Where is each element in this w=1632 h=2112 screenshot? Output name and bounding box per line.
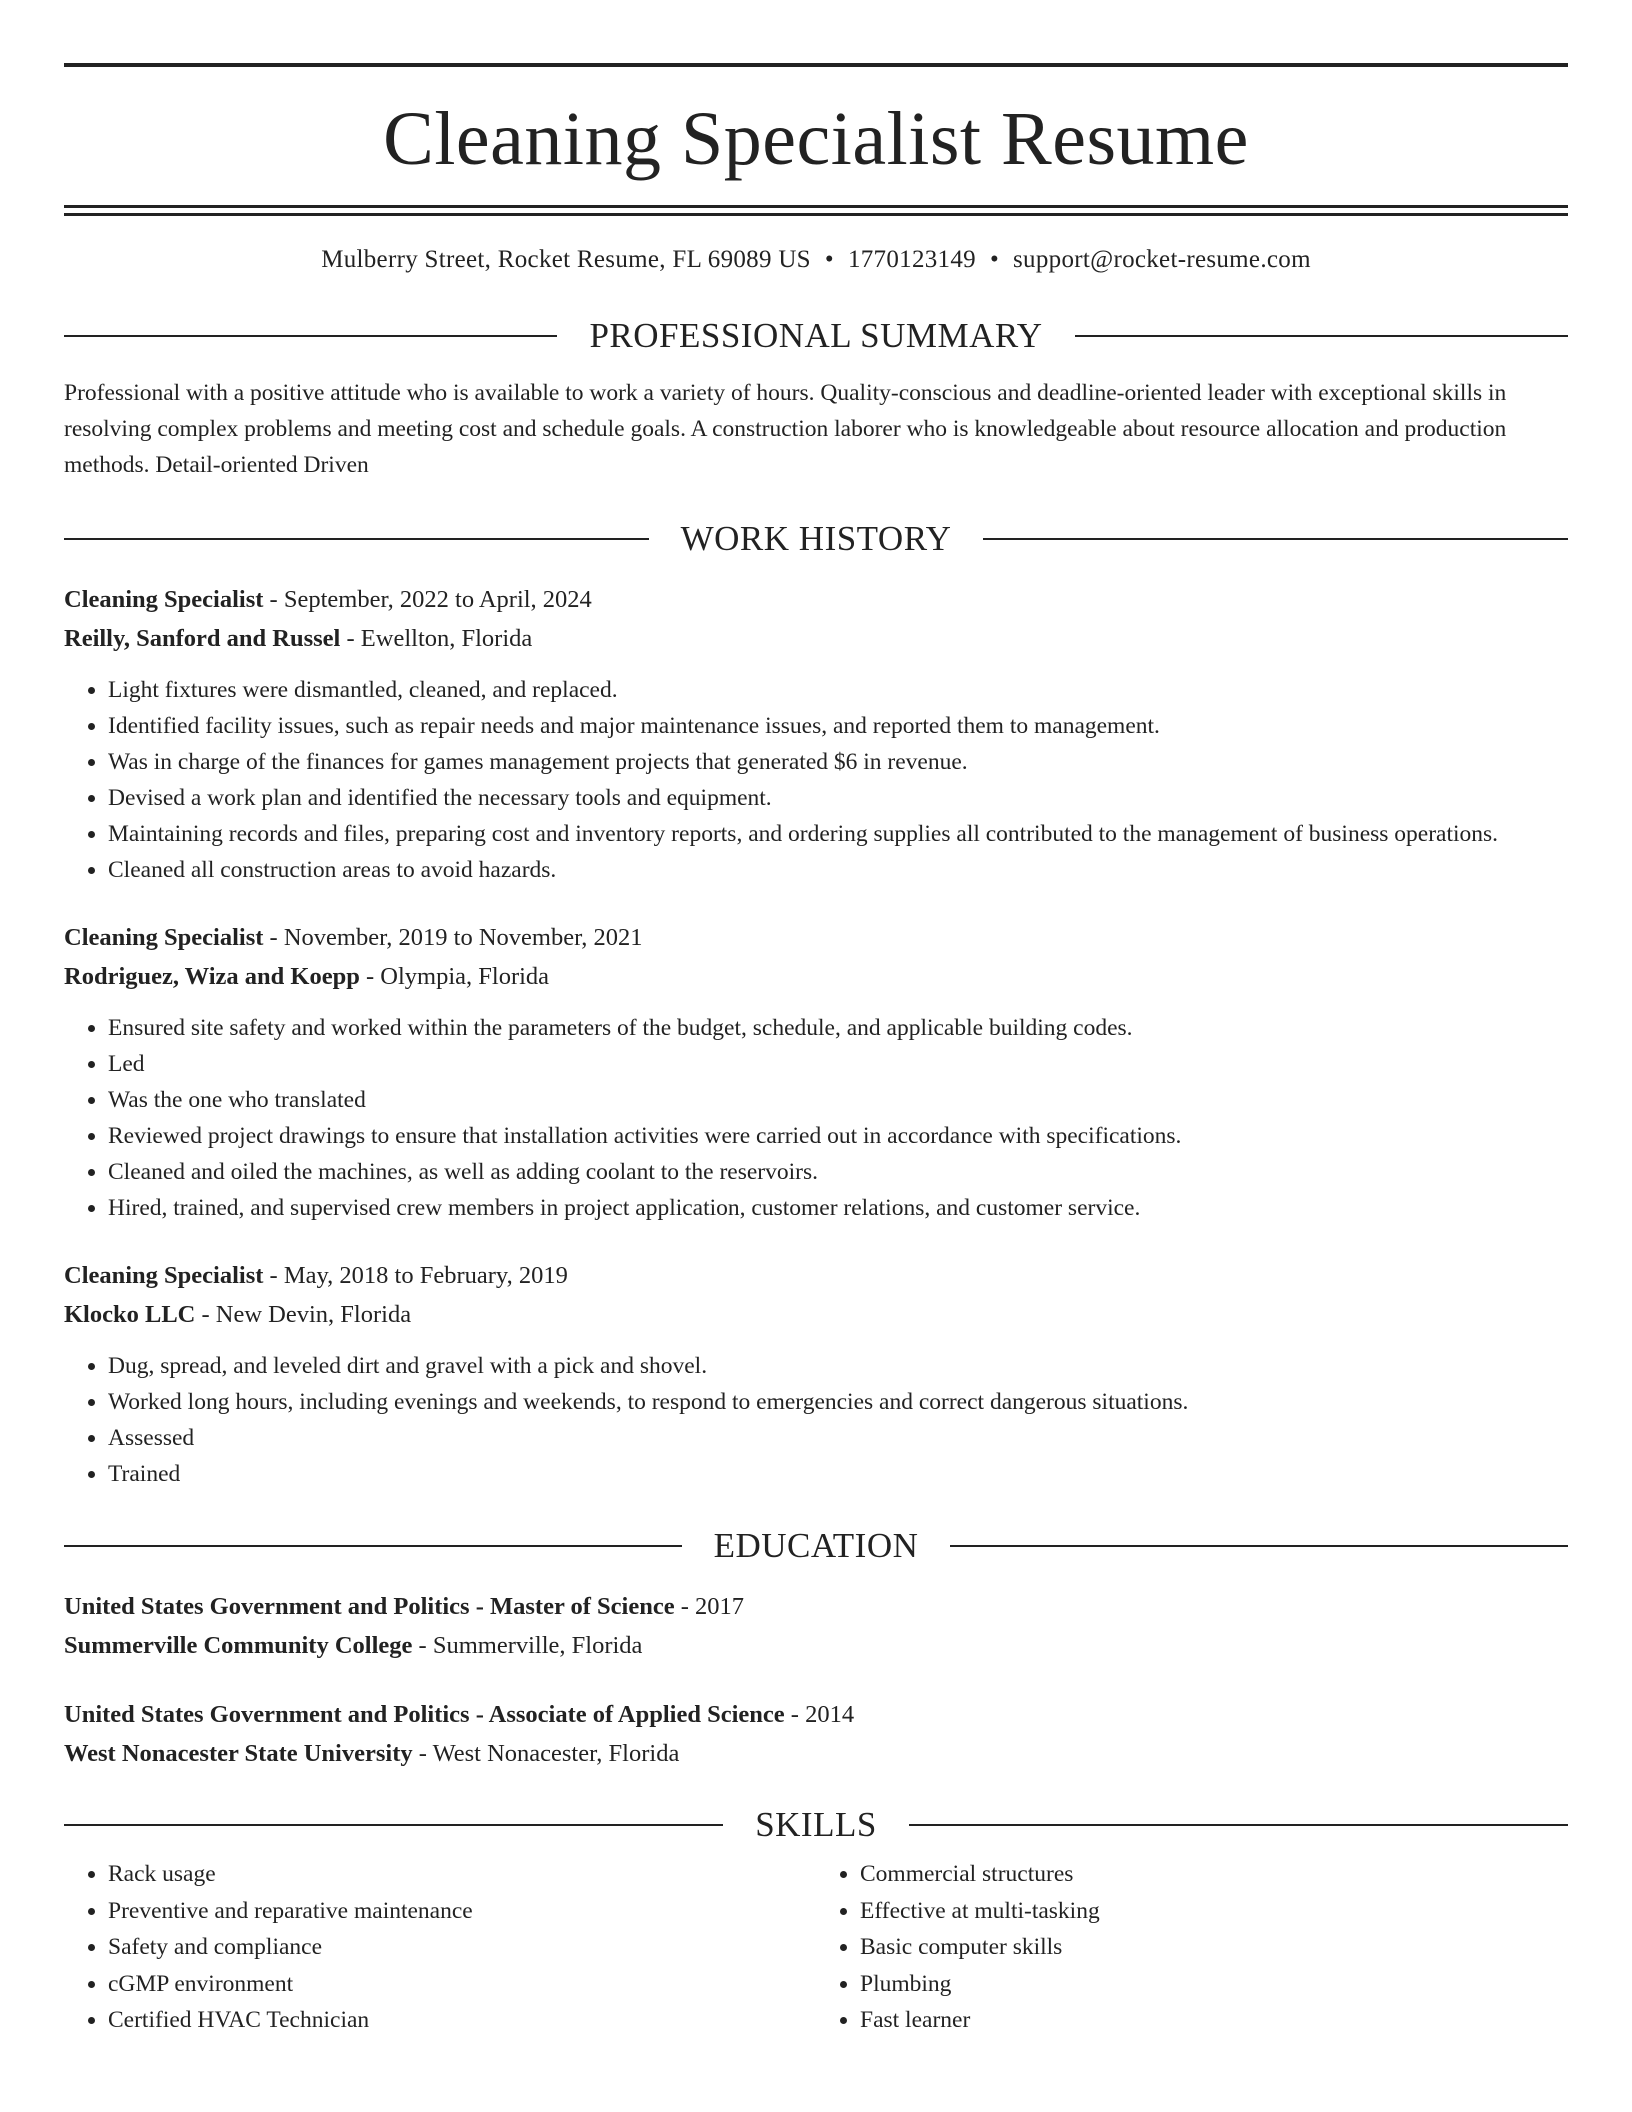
job-bullets [64, 672, 1568, 888]
list-item: • Cleaned and oiled the machines, as well as adding coolant to the reservoirs. [108, 1154, 1568, 1190]
job-dates: May, 2018 to February, 2019 [283, 1262, 568, 1289]
list-item: • Trained [108, 1456, 1568, 1492]
list-item: • Basic computer skills [860, 1929, 1568, 1966]
list-item: • Was in charge of the finances for games management projects that generated $6 in revenue. [108, 744, 1568, 780]
list-item: • Devised a work plan and identified the necessary tools and equipment. [108, 780, 1568, 816]
job-dates: November, 2019 to November, 2021 [283, 924, 643, 951]
list-item: • Identified facility issues, such as repair needs and major maintenance issues, and reported them to management. [108, 708, 1568, 744]
job-dates: September, 2022 to April, 2024 [283, 586, 592, 613]
list-item: • Maintaining records and files, preparing cost and inventory reports, and ordering supplies all contributed to the management of business operations. [108, 816, 1568, 852]
job-bullets [64, 1010, 1568, 1226]
section-title-work: WORK HISTORY [680, 519, 952, 558]
contact-separator: • [824, 246, 834, 273]
job-title: Cleaning Specialist [64, 1262, 264, 1289]
edu-degree: United States Government and Politics - Master of Science [64, 1593, 675, 1620]
list-item: • Cleaned all construction areas to avoid hazards. [108, 852, 1568, 888]
job-title: Cleaning Specialist [64, 924, 264, 951]
section-rule [1075, 335, 1568, 337]
job-company: Rodriguez, Wiza and Koepp [64, 963, 360, 990]
edu-year: 2017 [695, 1593, 745, 1620]
section-header-education [64, 1528, 1568, 1563]
education-entry: United States Government and Politics - Associate of Applied Science - 2014 West Nonacester State University - West Nonacester, Florida [64, 1701, 855, 1767]
section-rule [950, 1545, 1568, 1547]
job-location: New Devin, Florida [215, 1301, 412, 1328]
top-rule [64, 63, 1568, 67]
list-item: • Certified HVAC Technician [108, 2002, 816, 2039]
job-entry: Cleaning Specialist - September, 2022 to April, 2024 Reilly, Sanford and Russel - Ewellton, Florida • Light fixtures were dismantled, cleaned, and replaced. • Identified facility issues, such as repair needs and major maintenance issues, and reported them to management. • Was in charge of the finances for games management projects that generated $6 in revenue. • Devised a work plan and identified the necessary tools and equipment. • Maintaining records and files, preparing cost and inventory reports, and ordering supplies all contributed to the management of business operations. • Cleaned all construction areas to avoid hazards. [64, 580, 1568, 888]
section-header-summary [64, 318, 1568, 353]
edu-location: Summerville, Florida [432, 1632, 643, 1659]
list-item: • Ensured site safety and worked within the parameters of the budget, schedule, and applicable building codes. [108, 1010, 1568, 1046]
section-title-education: EDUCATION [713, 1526, 919, 1565]
list-item: • Effective at multi-tasking [860, 1893, 1568, 1930]
list-item: • Reviewed project drawings to ensure that installation activities were carried out in accordance with specifications. [108, 1118, 1568, 1154]
section-rule [64, 1545, 682, 1547]
page-title: Cleaning Specialist Resume [383, 97, 1249, 181]
title-double-rule [64, 205, 1568, 216]
contact-email: support@rocket-resume.com [1013, 246, 1311, 273]
list-item: • Assessed [108, 1420, 1568, 1456]
list-item: • Hired, trained, and supervised crew members in project application, customer relations, and customer service. [108, 1190, 1568, 1226]
section-title-skills: SKILLS [755, 1805, 877, 1844]
job-entry: Cleaning Specialist - May, 2018 to February, 2019 Klocko LLC - New Devin, Florida • Dug, spread, and leveled dirt and gravel with a pick and shovel. • Worked long hours, including evenings and weekends, to respond to emergencies and correct dangerous situations. • Assessed • Trained [64, 1256, 1568, 1492]
list-item: • Rack usage [108, 1856, 816, 1893]
skills-grid [64, 1856, 1568, 2039]
section-header-work [64, 521, 1568, 556]
edu-year: 2014 [805, 1701, 855, 1728]
section-rule [64, 1824, 723, 1826]
job-location: Olympia, Florida [380, 963, 550, 990]
edu-location: West Nonacester, Florida [432, 1740, 680, 1767]
resume-page [64, 0, 1568, 2039]
list-item: • Commercial structures [860, 1856, 1568, 1893]
job-bullets [64, 1348, 1568, 1492]
contact-phone: 1770123149 [847, 246, 976, 273]
list-item: • Worked long hours, including evenings and weekends, to respond to emergencies and correct dangerous situations. [108, 1384, 1568, 1420]
list-item: • Safety and compliance [108, 1929, 816, 1966]
education-entry: United States Government and Politics - Master of Science - 2017 Summerville Community College - Summerville, Florida [64, 1593, 745, 1659]
job-company: Klocko LLC [64, 1301, 196, 1328]
section-rule [64, 538, 649, 540]
section-rule [909, 1824, 1568, 1826]
contact-separator: • [989, 246, 1000, 273]
section-title-summary: PROFESSIONAL SUMMARY [589, 316, 1043, 355]
edu-school: Summerville Community College [64, 1632, 413, 1659]
list-item: • cGMP environment [108, 1966, 816, 2003]
job-entry: Cleaning Specialist - November, 2019 to November, 2021 Rodriguez, Wiza and Koepp - Olympia, Florida • Ensured site safety and worked within the parameters of the budget, schedule, and applicable building codes. • Led • Was the one who translated • Reviewed project drawings to ensure that installation activities were carried out in accordance with specifications. • Cleaned and oiled the machines, as well as adding coolant to the reservoirs. • Hired, trained, and supervised crew members in project application, customer relations, and customer service. [64, 918, 1568, 1226]
edu-school: West Nonacester State University [64, 1740, 413, 1767]
list-item: • Light fixtures were dismantled, cleaned, and replaced. [108, 672, 1568, 708]
list-item: • Fast learner [860, 2002, 1568, 2039]
section-rule [983, 538, 1568, 540]
skills-column-left [64, 1856, 816, 2039]
contact-line [64, 246, 1568, 274]
summary-text: Professional with a positive attitude who is available to work a variety of hours. Quality-conscious and deadline-oriented leader with exceptional skills in resolving complex problems and meeting cost and schedule goals. A construction laborer who is knowledgeable about resource allocation and production methods. Detail-oriented Driven [64, 380, 1507, 478]
list-item: • Led [108, 1046, 1568, 1082]
list-item: • Preventive and reparative maintenance [108, 1893, 816, 1930]
edu-degree: United States Government and Politics - Associate of Applied Science [64, 1701, 785, 1728]
list-item: • Dug, spread, and leveled dirt and gravel with a pick and shovel. [108, 1348, 1568, 1384]
skills-column-right [816, 1856, 1568, 2039]
section-header-skills [64, 1807, 1568, 1842]
job-company: Reilly, Sanford and Russel [64, 625, 341, 652]
job-title: Cleaning Specialist [64, 586, 264, 613]
list-item: • Was the one who translated [108, 1082, 1568, 1118]
contact-address: Mulberry Street, Rocket Resume, FL 69089 US [321, 246, 811, 273]
list-item: • Plumbing [860, 1966, 1568, 2003]
job-location: Ewellton, Florida [360, 625, 533, 652]
section-rule [64, 335, 557, 337]
